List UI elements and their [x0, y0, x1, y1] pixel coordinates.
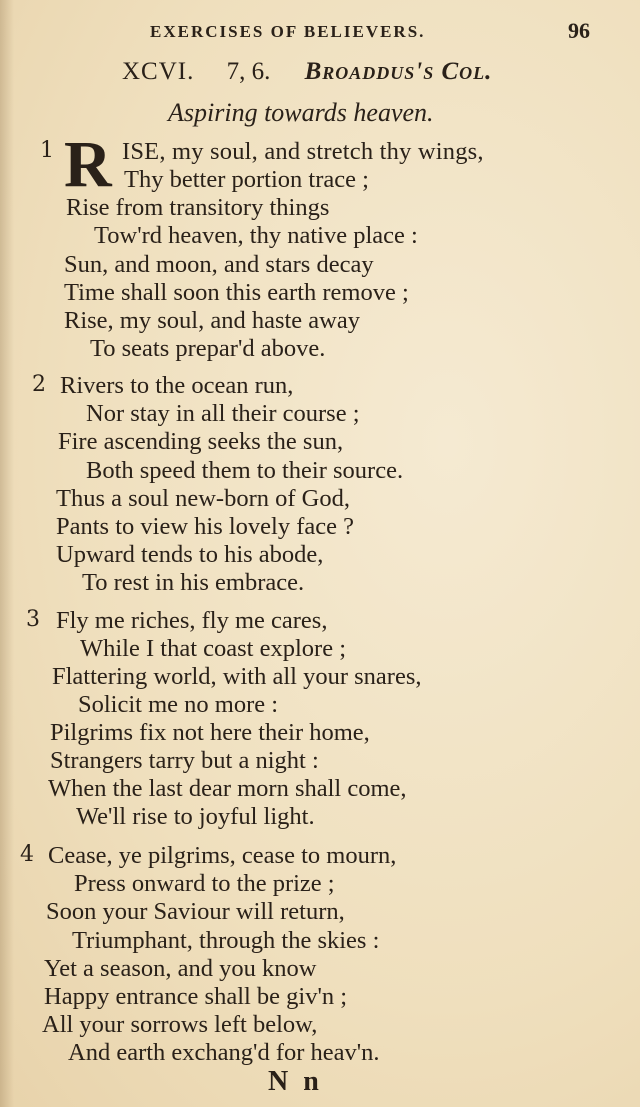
verse-line: Tow'rd heaven, thy native place :: [94, 222, 418, 249]
verse-line: Cease, ye pilgrims, cease to mourn,: [48, 842, 397, 869]
running-head: EXERCISES OF BELIEVERS.: [150, 22, 426, 41]
verse-line: ISE, my soul, and stretch thy wings,: [122, 138, 484, 165]
printer-signature: N n: [268, 1066, 323, 1097]
hymn-subtitle: Aspiring towards heaven.: [168, 98, 434, 127]
verse-line: Soon your Saviour will return,: [46, 898, 345, 925]
verse-line: Triumphant, through the skies :: [72, 927, 380, 954]
verse-line: Flattering world, with all your snares,: [52, 663, 422, 690]
verse-line: Time shall soon this earth remove ;: [64, 279, 409, 306]
verse-line: Fly me riches, fly me cares,: [56, 607, 328, 634]
verse-line: Strangers tarry but a night :: [50, 747, 319, 774]
verse-line: Press onward to the prize ;: [74, 870, 335, 897]
verse-line: And earth exchang'd for heav'n.: [68, 1039, 380, 1066]
verse-line: Sun, and moon, and stars decay: [64, 251, 374, 278]
page-edge-shadow: [0, 0, 14, 1107]
verse-line: While I that coast explore ;: [80, 635, 346, 662]
verse-line: Thy better portion trace ;: [124, 166, 369, 193]
verse-line: Both speed them to their source.: [86, 457, 404, 484]
verse-line: Rivers to the ocean run,: [60, 372, 294, 399]
hymn-tune: Broaddus's Col.: [304, 58, 493, 85]
hymn-number: XCVI.: [122, 58, 195, 85]
stanza-number: 2: [32, 372, 46, 397]
verse-line: Yet a season, and you know: [44, 955, 317, 982]
verse-line: All your sorrows left below,: [42, 1011, 318, 1038]
verse-line: To seats prepar'd above.: [90, 335, 326, 362]
stanza-number: 4: [20, 842, 34, 867]
hymn-meter: 7, 6.: [226, 58, 271, 85]
hymn-heading: [122, 58, 542, 86]
verse-line: To rest in his embrace.: [82, 569, 305, 596]
drop-cap: R: [64, 128, 112, 201]
stanza-number: 1: [40, 138, 54, 163]
verse-line: Pants to view his lovely face ?: [56, 513, 355, 540]
verse-line: Fire ascending seeks the sun,: [58, 428, 344, 455]
verse-line: When the last dear morn shall come,: [48, 775, 407, 802]
verse-line: Thus a soul new-born of God,: [56, 485, 350, 512]
verse-line: We'll rise to joyful light.: [76, 803, 315, 830]
verse-line: Rise from transitory things: [66, 194, 330, 221]
verse-line: Rise, my soul, and haste away: [64, 307, 360, 334]
page-number: 96: [568, 18, 590, 43]
verse-line: Upward tends to his abode,: [56, 541, 324, 568]
verse-line: Solicit me no more :: [78, 691, 279, 718]
verse-line: Nor stay in all their course ;: [86, 400, 360, 427]
verse-line: Happy entrance shall be giv'n ;: [44, 983, 348, 1010]
stanza-number: 3: [26, 607, 40, 632]
verse-line: Pilgrims fix not here their home,: [50, 719, 370, 746]
